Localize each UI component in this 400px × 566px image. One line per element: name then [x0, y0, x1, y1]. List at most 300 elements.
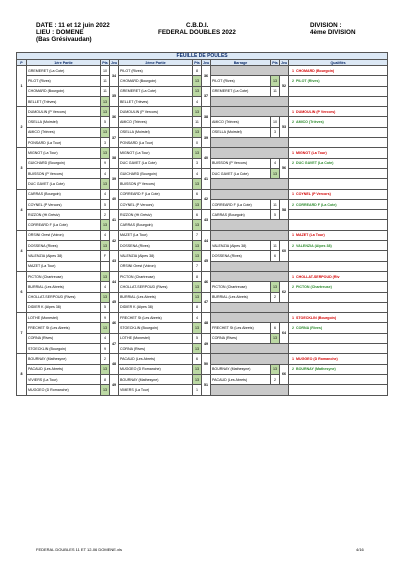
team-round2: CORREARD F (La Cote)	[119, 189, 193, 199]
qualified-empty	[289, 220, 388, 230]
score-barrage: 5	[271, 210, 280, 220]
qualified-team	[289, 313, 388, 323]
qualified-team-name: MIGNOT (La Tour)	[296, 151, 327, 156]
poule-row	[17, 292, 388, 302]
poule-row	[17, 148, 388, 158]
lane-round1: 47	[110, 333, 119, 354]
team-round2: CHOMARD (Bourgoin)	[119, 76, 193, 86]
poule-number: 4	[17, 189, 27, 230]
qualified-team-name: CORNA (Rives)	[296, 326, 323, 331]
qualified-empty	[289, 344, 388, 354]
qualified-team-name: MUGGEO (D Romanche)	[296, 356, 338, 361]
date-label: DATE : 11 et 12 juin 2022	[36, 22, 110, 29]
score-round2: 13	[193, 86, 202, 96]
score-barrage: 11	[271, 199, 280, 209]
score-round2: 13	[193, 292, 202, 302]
qualified-team	[289, 230, 388, 240]
team-round2: PONSARD (La Tour)	[119, 138, 193, 148]
lane-round2: 46	[202, 271, 211, 292]
organizer: C.B.D.I.	[186, 22, 209, 29]
lane-round1: 48	[110, 354, 119, 375]
score-round2: 6	[193, 210, 202, 220]
qualified-empty	[289, 333, 388, 343]
barrage-empty	[211, 189, 289, 199]
team-barrage: BUISSON (P Vercors)	[211, 158, 271, 168]
poule-number: 4	[17, 230, 27, 271]
team-round1: CHOLLAT-SERPOUD (Rives)	[27, 292, 101, 302]
team-round2: MIGNOT (La Tour)	[119, 148, 193, 158]
qualified-team-name: COYNEL (P Vercors)	[296, 192, 331, 197]
score-round1: 11	[101, 76, 110, 86]
lane-round2: 40	[202, 148, 211, 169]
poule-row	[17, 374, 388, 384]
qualified-team	[289, 107, 388, 117]
team-barrage: DOSSENA (Rives)	[211, 251, 271, 261]
score-round2: 4	[193, 96, 202, 106]
poule-number: 1	[17, 66, 27, 107]
team-round2: CHOLLAT-SERPOUD (Rives)	[119, 282, 193, 292]
score-round2: 4	[193, 168, 202, 178]
column-header: Jeu	[111, 60, 118, 65]
score-round1: 4	[101, 189, 110, 199]
poule-number: 8	[17, 354, 27, 395]
score-round1: 13	[101, 385, 110, 395]
qualified-team	[289, 323, 388, 333]
team-barrage: PILOT (Rives)	[211, 76, 271, 86]
team-round1: STOECKLIN (Bourgoin)	[27, 344, 101, 354]
poule-row	[17, 230, 388, 240]
score-round2: 1	[193, 385, 202, 395]
qualified-rank-value: 2	[292, 120, 294, 125]
lane-barrage: 62	[280, 282, 289, 303]
lane-round2: 39	[202, 127, 211, 148]
score-barrage: 13	[271, 333, 280, 343]
lane-round2: 50	[202, 354, 211, 375]
column-header: Pts	[272, 60, 278, 65]
qualified-empty	[289, 374, 388, 384]
score-round2: 7	[193, 230, 202, 240]
barrage-empty	[211, 107, 289, 117]
lane-round1: 43	[110, 251, 119, 272]
team-round1: CORNA (Rives)	[27, 333, 101, 343]
score-round1: 13	[101, 241, 110, 251]
poule-row	[17, 313, 388, 323]
score-round2: 13	[193, 179, 202, 189]
qualified-empty	[289, 251, 388, 261]
team-round2: DIDIER K (Alpes 38)	[119, 302, 193, 312]
score-round2: 13	[193, 251, 202, 261]
poules-table	[16, 52, 388, 396]
team-round2: GREMERET (La Cote)	[119, 86, 193, 96]
footer-page: 4/16	[356, 547, 364, 552]
lane-round1: 41	[110, 210, 119, 231]
team-barrage: CORREARD F (La Cote)	[211, 199, 271, 209]
score-round2: 4	[193, 313, 202, 323]
qualified-team-name: CHOMARD (Bourgoin)	[296, 68, 335, 73]
score-round2: 13	[193, 323, 202, 333]
lane-barrage: 64	[280, 323, 289, 344]
column-header: Pts	[194, 60, 200, 65]
lane-round2: 44	[202, 230, 211, 251]
qualified-empty	[289, 168, 388, 178]
qualified-empty	[289, 385, 388, 395]
team-round2: BELLET (Trièves)	[119, 96, 193, 106]
team-round1: DIDIER K (Alpes 38)	[27, 302, 101, 312]
team-round1: CARRAS (Bourgoin)	[27, 189, 101, 199]
team-round2: OSELLA (Moirstel)	[119, 127, 193, 137]
lane-round2: 37	[202, 86, 211, 107]
lane-round1: 45	[110, 292, 119, 313]
lane-round2: 45	[202, 251, 211, 272]
qualified-team-name: PICTON (Chartreuse)	[296, 284, 332, 289]
score-round1: 13	[101, 364, 110, 374]
score-round1: 9	[101, 158, 110, 168]
score-barrage: 11	[271, 241, 280, 251]
score-round1: 4	[101, 333, 110, 343]
lane-round1: 49	[110, 374, 119, 395]
qualified-empty	[289, 179, 388, 189]
poule-row	[17, 189, 388, 199]
team-round2: AMICO (Trièves)	[119, 117, 193, 127]
lane-barrage: 56	[280, 158, 289, 179]
team-round2: FRECHET St (Les Abrets)	[119, 313, 193, 323]
lane-round1: 37	[110, 127, 119, 148]
score-round1: 13	[101, 148, 110, 158]
team-round2: COYNEL (P Vercors)	[119, 199, 193, 209]
barrage-empty	[211, 230, 289, 240]
team-round2: GUICHARD (Bourgoin)	[119, 168, 193, 178]
qualified-team	[289, 148, 388, 158]
team-round1: DUMOULIN (P Vercors)	[27, 107, 101, 117]
team-round2: CARRAS (Bourgoin)	[119, 220, 193, 230]
qualified-empty	[289, 138, 388, 148]
qualified-empty	[289, 127, 388, 137]
score-round1: F	[101, 251, 110, 261]
team-round2: ORSINI Orest (Voiron)	[119, 261, 193, 271]
score-round2: 13	[193, 241, 202, 251]
lane-barrage: 60	[280, 241, 289, 262]
barrage-empty	[211, 220, 289, 230]
team-round1: VALENZIA (Alpes 38)	[27, 251, 101, 261]
score-round1: 13	[101, 220, 110, 230]
barrage-empty	[211, 261, 289, 271]
lane-round1: 46	[110, 313, 119, 334]
score-round1: 13	[101, 127, 110, 137]
qualified-team	[289, 117, 388, 127]
team-round2: DUC GAVET (La Cote)	[119, 158, 193, 168]
qualified-team	[289, 158, 388, 168]
score-round1: 10	[101, 66, 110, 76]
lane-barrage: 52	[280, 76, 289, 97]
score-barrage: 13	[271, 168, 280, 178]
score-round1: 13	[101, 107, 110, 117]
team-barrage: DUC GAVET (La Cote)	[211, 168, 271, 178]
lieu-label: LIEU : DOMENE	[36, 29, 84, 36]
qualified-empty	[289, 292, 388, 302]
barrage-empty	[211, 271, 289, 281]
score-round1: 13	[101, 271, 110, 281]
team-round1: DOSSENA (Rives)	[27, 241, 101, 251]
score-barrage: 13	[271, 282, 280, 292]
team-round2: VALENZIA (Alpes 38)	[119, 251, 193, 261]
team-round2: PICTON (Chartreuse)	[119, 271, 193, 281]
qualified-rank-value: 2	[292, 202, 294, 207]
team-barrage: GREMERET (La Cote)	[211, 86, 271, 96]
team-round2: BUISSON (P Vercors)	[119, 179, 193, 189]
score-round1: 11	[101, 86, 110, 96]
poule-number: 7	[17, 313, 27, 354]
score-round1: 13	[101, 292, 110, 302]
qualified-team-name: VALENZIA (Alpes 38)	[296, 243, 332, 248]
score-round2: 8	[193, 302, 202, 312]
score-round2: 13	[193, 199, 202, 209]
qualified-rank-value: 2	[292, 161, 294, 166]
team-round1: BOURNAY (Mathesyne)	[27, 354, 101, 364]
barrage-empty	[211, 138, 289, 148]
team-round1: BURRIAL (Les Abrets)	[27, 282, 101, 292]
qualified-team	[289, 241, 388, 251]
team-round2: PILOT (Rives)	[119, 66, 193, 76]
score-barrage: 2	[271, 292, 280, 302]
qualified-team	[289, 66, 388, 76]
qualified-rank-value: 1	[292, 192, 294, 197]
score-round1: 5	[101, 117, 110, 127]
qualified-team	[289, 76, 388, 86]
score-round1: 13	[101, 96, 110, 106]
qualified-rank-value: 2	[292, 326, 294, 331]
team-round1: MIGNOT (La Tour)	[27, 148, 101, 158]
poule-number: 3	[17, 148, 27, 189]
team-barrage: CORNA (Rives)	[211, 333, 271, 343]
page-header	[0, 0, 400, 50]
division-value: 4ème DIVISION	[310, 29, 356, 36]
lane-round1: 42	[110, 230, 119, 251]
lane-round2: 41	[202, 168, 211, 189]
score-barrage: 11	[271, 86, 280, 96]
team-barrage: OSELLA (Moirstel)	[211, 127, 271, 137]
qualified-rank-value: 2	[292, 367, 294, 372]
score-round1: 4	[101, 230, 110, 240]
score-round1: 4	[101, 282, 110, 292]
team-barrage: FRECHET St (Les Abrets)	[211, 323, 271, 333]
score-round1: 13	[101, 323, 110, 333]
score-round2: 13	[193, 282, 202, 292]
qualified-team	[289, 364, 388, 374]
qualified-empty	[289, 96, 388, 106]
score-barrage: 13	[271, 76, 280, 86]
qualified-rank-value: 2	[292, 284, 294, 289]
lane-round2: 42	[202, 189, 211, 210]
poule-row	[17, 107, 388, 117]
qualified-rank-value: 1	[292, 315, 294, 320]
qualified-team	[289, 354, 388, 364]
score-round2: 5	[193, 333, 202, 343]
score-round1	[101, 261, 110, 271]
team-round1: OSELLA (Moirstel)	[27, 117, 101, 127]
lane-barrage: 58	[280, 199, 289, 220]
team-round2: BURRIAL (Les Abrets)	[119, 292, 193, 302]
team-round2: VIMERS (La Tour)	[119, 385, 193, 395]
qualified-empty	[289, 210, 388, 220]
division-label: DIVISION :	[310, 22, 342, 29]
lane-round1: 34	[110, 66, 119, 87]
team-barrage: CARRAS (Bourgoin)	[211, 210, 271, 220]
lane-round1: 40	[110, 189, 119, 210]
qualified-empty	[289, 261, 388, 271]
barrage-empty	[211, 302, 289, 312]
score-round1: 4	[101, 168, 110, 178]
team-round1: MAZET (La Tour)	[27, 261, 101, 271]
column-header: Jeu	[281, 60, 288, 65]
team-round2: CORNA (Rives)	[119, 344, 193, 354]
team-round2: BOURNAY (Mathesyne)	[119, 374, 193, 384]
team-round1: LOTHE (Monestel)	[27, 313, 101, 323]
qualified-team-name: MAZET (La Tour)	[296, 233, 325, 238]
team-barrage: VALENZIA (Alpes 38)	[211, 241, 271, 251]
qualified-team-name: DUMOULIN (P Vercors)	[296, 109, 336, 114]
qualified-rank-value: 1	[292, 356, 294, 361]
footer-filename: FEDERAL DOUBLES 11 ET 12-06 DOMENE.xls	[36, 547, 122, 552]
barrage-empty	[211, 313, 289, 323]
qualified-rank-value: 2	[292, 243, 294, 248]
qualified-team-name: CORREARD F (La Cote)	[296, 202, 337, 207]
team-barrage: AMICO (Trièves)	[211, 117, 271, 127]
score-round1: 5	[101, 302, 110, 312]
qualified-team	[289, 189, 388, 199]
team-round1: GREMERET (La Cote)	[27, 66, 101, 76]
team-round1: FRECHET St (Les Abrets)	[27, 323, 101, 333]
poule-row	[17, 168, 388, 178]
lane-round1: 36	[110, 107, 119, 128]
score-round2: 13	[193, 127, 202, 137]
team-barrage: BURRIAL (Les Abrets)	[211, 292, 271, 302]
score-round2: 13	[193, 107, 202, 117]
qualified-team-name: BOURNAY (Mathesyne)	[296, 367, 336, 372]
score-round2: 6	[193, 189, 202, 199]
score-round2: 13	[193, 148, 202, 158]
team-round1: AMICO (Trièves)	[27, 127, 101, 137]
team-round2: DOSSENA (Rives)	[119, 241, 193, 251]
qualified-rank-value: 1	[292, 274, 294, 279]
score-round2: 3	[193, 158, 202, 168]
qualified-team-name: CHOLLAT-SERPOUD (Riv	[296, 274, 340, 279]
poule-row	[17, 210, 388, 220]
score-round1: 9	[101, 313, 110, 323]
score-round2: 11	[193, 117, 202, 127]
qualified-team-name: PILOT (Rives)	[296, 78, 320, 83]
column-header: 2ème Partie	[119, 60, 193, 66]
team-round1: PONSARD (La Tour)	[27, 138, 101, 148]
score-round1: 5	[101, 199, 110, 209]
score-barrage: 13	[271, 364, 280, 374]
team-round1: PILOT (Rives)	[27, 76, 101, 86]
qualified-team-name: STOECKLIN (Bourgoin)	[296, 315, 337, 320]
barrage-empty	[211, 148, 289, 158]
lane-round2: 48	[202, 313, 211, 334]
score-round2: 13	[193, 364, 202, 374]
score-round2: 13	[193, 220, 202, 230]
score-round2: 13	[193, 374, 202, 384]
lieu-detail: (Bas Grésivaudan)	[36, 36, 92, 43]
qualified-empty	[289, 86, 388, 96]
team-round1: COYNEL (P Vercors)	[27, 199, 101, 209]
column-header: Qualifiés	[289, 60, 388, 66]
barrage-empty	[211, 96, 289, 106]
team-barrage: PACAUD (Les Abrets)	[211, 374, 271, 384]
event-title: FEDERAL DOUBLES 2022	[158, 29, 236, 36]
score-round2: 8	[193, 66, 202, 76]
poule-row	[17, 354, 388, 364]
score-round2: 0	[193, 138, 202, 148]
barrage-empty	[211, 179, 289, 189]
score-round1: 13	[101, 179, 110, 189]
lane-round1: 44	[110, 271, 119, 292]
team-round1: CHOMARD (Bourgoin)	[27, 86, 101, 96]
score-round2: 7	[193, 261, 202, 271]
team-round2: STOECKLIN (Bourgoin)	[119, 323, 193, 333]
team-round1: ORSINI Orest (Voiron)	[27, 230, 101, 240]
lane-round2: 49	[202, 333, 211, 354]
team-round1: PACAUD (Les Abrets)	[27, 364, 101, 374]
team-round1: DUC GAVET (La Cote)	[27, 179, 101, 189]
column-header: Pts	[102, 60, 108, 65]
poule-row	[17, 271, 388, 281]
score-barrage: 10	[271, 117, 280, 127]
score-barrage: 6	[271, 251, 280, 261]
qualified-rank-value: 1	[292, 109, 294, 114]
team-round1: VIVIERS (La Tour)	[27, 374, 101, 384]
column-header: P	[17, 60, 27, 66]
poule-row	[17, 86, 388, 96]
table-title: FEUILLE DE POULES	[17, 53, 388, 60]
column-header: Barrage	[211, 60, 271, 66]
team-round1: MUGGEO (D Romanche)	[27, 385, 101, 395]
team-round1: RIZZON (Ht Grésiv)	[27, 210, 101, 220]
poule-row	[17, 66, 388, 76]
poule-number: 2	[17, 107, 27, 148]
qualified-empty	[289, 302, 388, 312]
team-barrage: PICTON (Chartreuse)	[211, 282, 271, 292]
poule-row	[17, 333, 388, 343]
qualified-team	[289, 199, 388, 209]
column-header: 1ère Partie	[27, 60, 101, 66]
qualified-rank-value: 1	[292, 68, 294, 73]
qualified-team	[289, 282, 388, 292]
team-barrage: BOURNAY (Mathesyne)	[211, 364, 271, 374]
lane-round2: 51	[202, 374, 211, 395]
qualified-rank-value: 1	[292, 233, 294, 238]
score-round1: 9	[101, 344, 110, 354]
team-round2: MAZET (La Tour)	[119, 230, 193, 240]
team-round2: MUGGEO (D Romanche)	[119, 364, 193, 374]
team-round1: CORREARD F (La Cote)	[27, 220, 101, 230]
qualified-rank-value: 2	[292, 78, 294, 83]
score-barrage: 3	[271, 127, 280, 137]
score-round2: 6	[193, 354, 202, 364]
lane-round1: 35	[110, 86, 119, 107]
lane-round2: 43	[202, 210, 211, 231]
team-round1: BELLET (Trièves)	[27, 96, 101, 106]
score-round1: 3	[101, 138, 110, 148]
team-round2: PACAUD (Les Abrets)	[119, 354, 193, 364]
team-round2: DUMOULIN (P Vercors)	[119, 107, 193, 117]
score-round1: 8	[101, 374, 110, 384]
barrage-empty	[211, 354, 289, 364]
team-round2: RIZZON (Ht Grésiv)	[119, 210, 193, 220]
barrage-empty	[211, 66, 289, 76]
qualified-team-name: AMICO (Trièves)	[296, 120, 324, 125]
score-round2: 13	[193, 76, 202, 86]
